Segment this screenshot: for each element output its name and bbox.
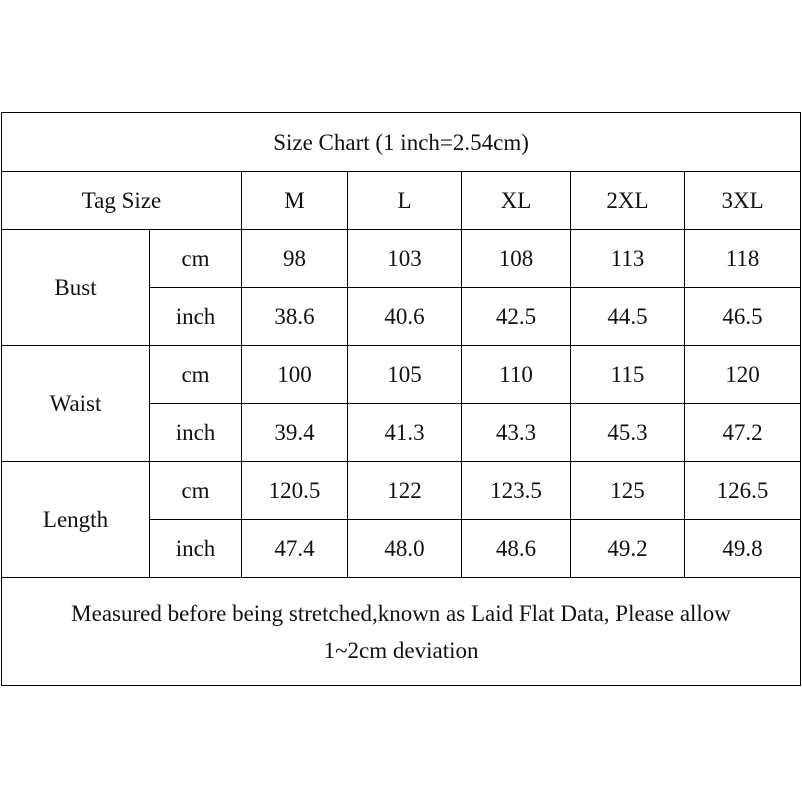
value-cell: 42.5 [462,288,571,346]
size-chart-table [1,112,801,686]
value-cell: 105 [348,346,462,404]
value-cell: 115 [571,346,685,404]
note-line-2: 1~2cm deviation [323,637,479,663]
value-cell: 103 [348,230,462,288]
value-cell: 47.2 [685,404,801,462]
value-cell: 113 [571,230,685,288]
value-cell: 120.5 [242,462,348,520]
value-cell: 44.5 [571,288,685,346]
value-cell: 43.3 [462,404,571,462]
value-cell: 123.5 [462,462,571,520]
value-cell: 46.5 [685,288,801,346]
value-cell: 40.6 [348,288,462,346]
tag-size-label: Tag Size [2,172,242,230]
size-header: M [242,172,348,230]
value-cell: 48.0 [348,520,462,578]
value-cell: 45.3 [571,404,685,462]
note-line-1: Measured before being stretched,known as Laid Flat Data, Please allow [71,600,731,626]
value-cell: 49.8 [685,520,801,578]
chart-title: Size Chart (1 inch=2.54cm) [2,113,801,172]
size-header: 2XL [571,172,685,230]
value-cell: 110 [462,346,571,404]
value-cell: 41.3 [348,404,462,462]
value-cell: 125 [571,462,685,520]
measure-label-length: Length [2,462,150,578]
size-header: XL [462,172,571,230]
value-cell: 122 [348,462,462,520]
table-row [2,230,801,288]
value-cell: 100 [242,346,348,404]
unit-label: inch [150,520,242,578]
unit-label: cm [150,462,242,520]
measurement-note [2,578,801,686]
value-cell: 98 [242,230,348,288]
value-cell: 38.6 [242,288,348,346]
value-cell: 118 [685,230,801,288]
table-row [2,462,801,520]
unit-label: inch [150,288,242,346]
measure-label-bust: Bust [2,230,150,346]
measure-label-waist: Waist [2,346,150,462]
value-cell: 39.4 [242,404,348,462]
header-row [2,172,801,230]
value-cell: 120 [685,346,801,404]
unit-label: cm [150,230,242,288]
value-cell: 49.2 [571,520,685,578]
unit-label: inch [150,404,242,462]
table-row [2,346,801,404]
value-cell: 48.6 [462,520,571,578]
value-cell: 126.5 [685,462,801,520]
value-cell: 108 [462,230,571,288]
size-header: L [348,172,462,230]
size-header: 3XL [685,172,801,230]
value-cell: 47.4 [242,520,348,578]
unit-label: cm [150,346,242,404]
